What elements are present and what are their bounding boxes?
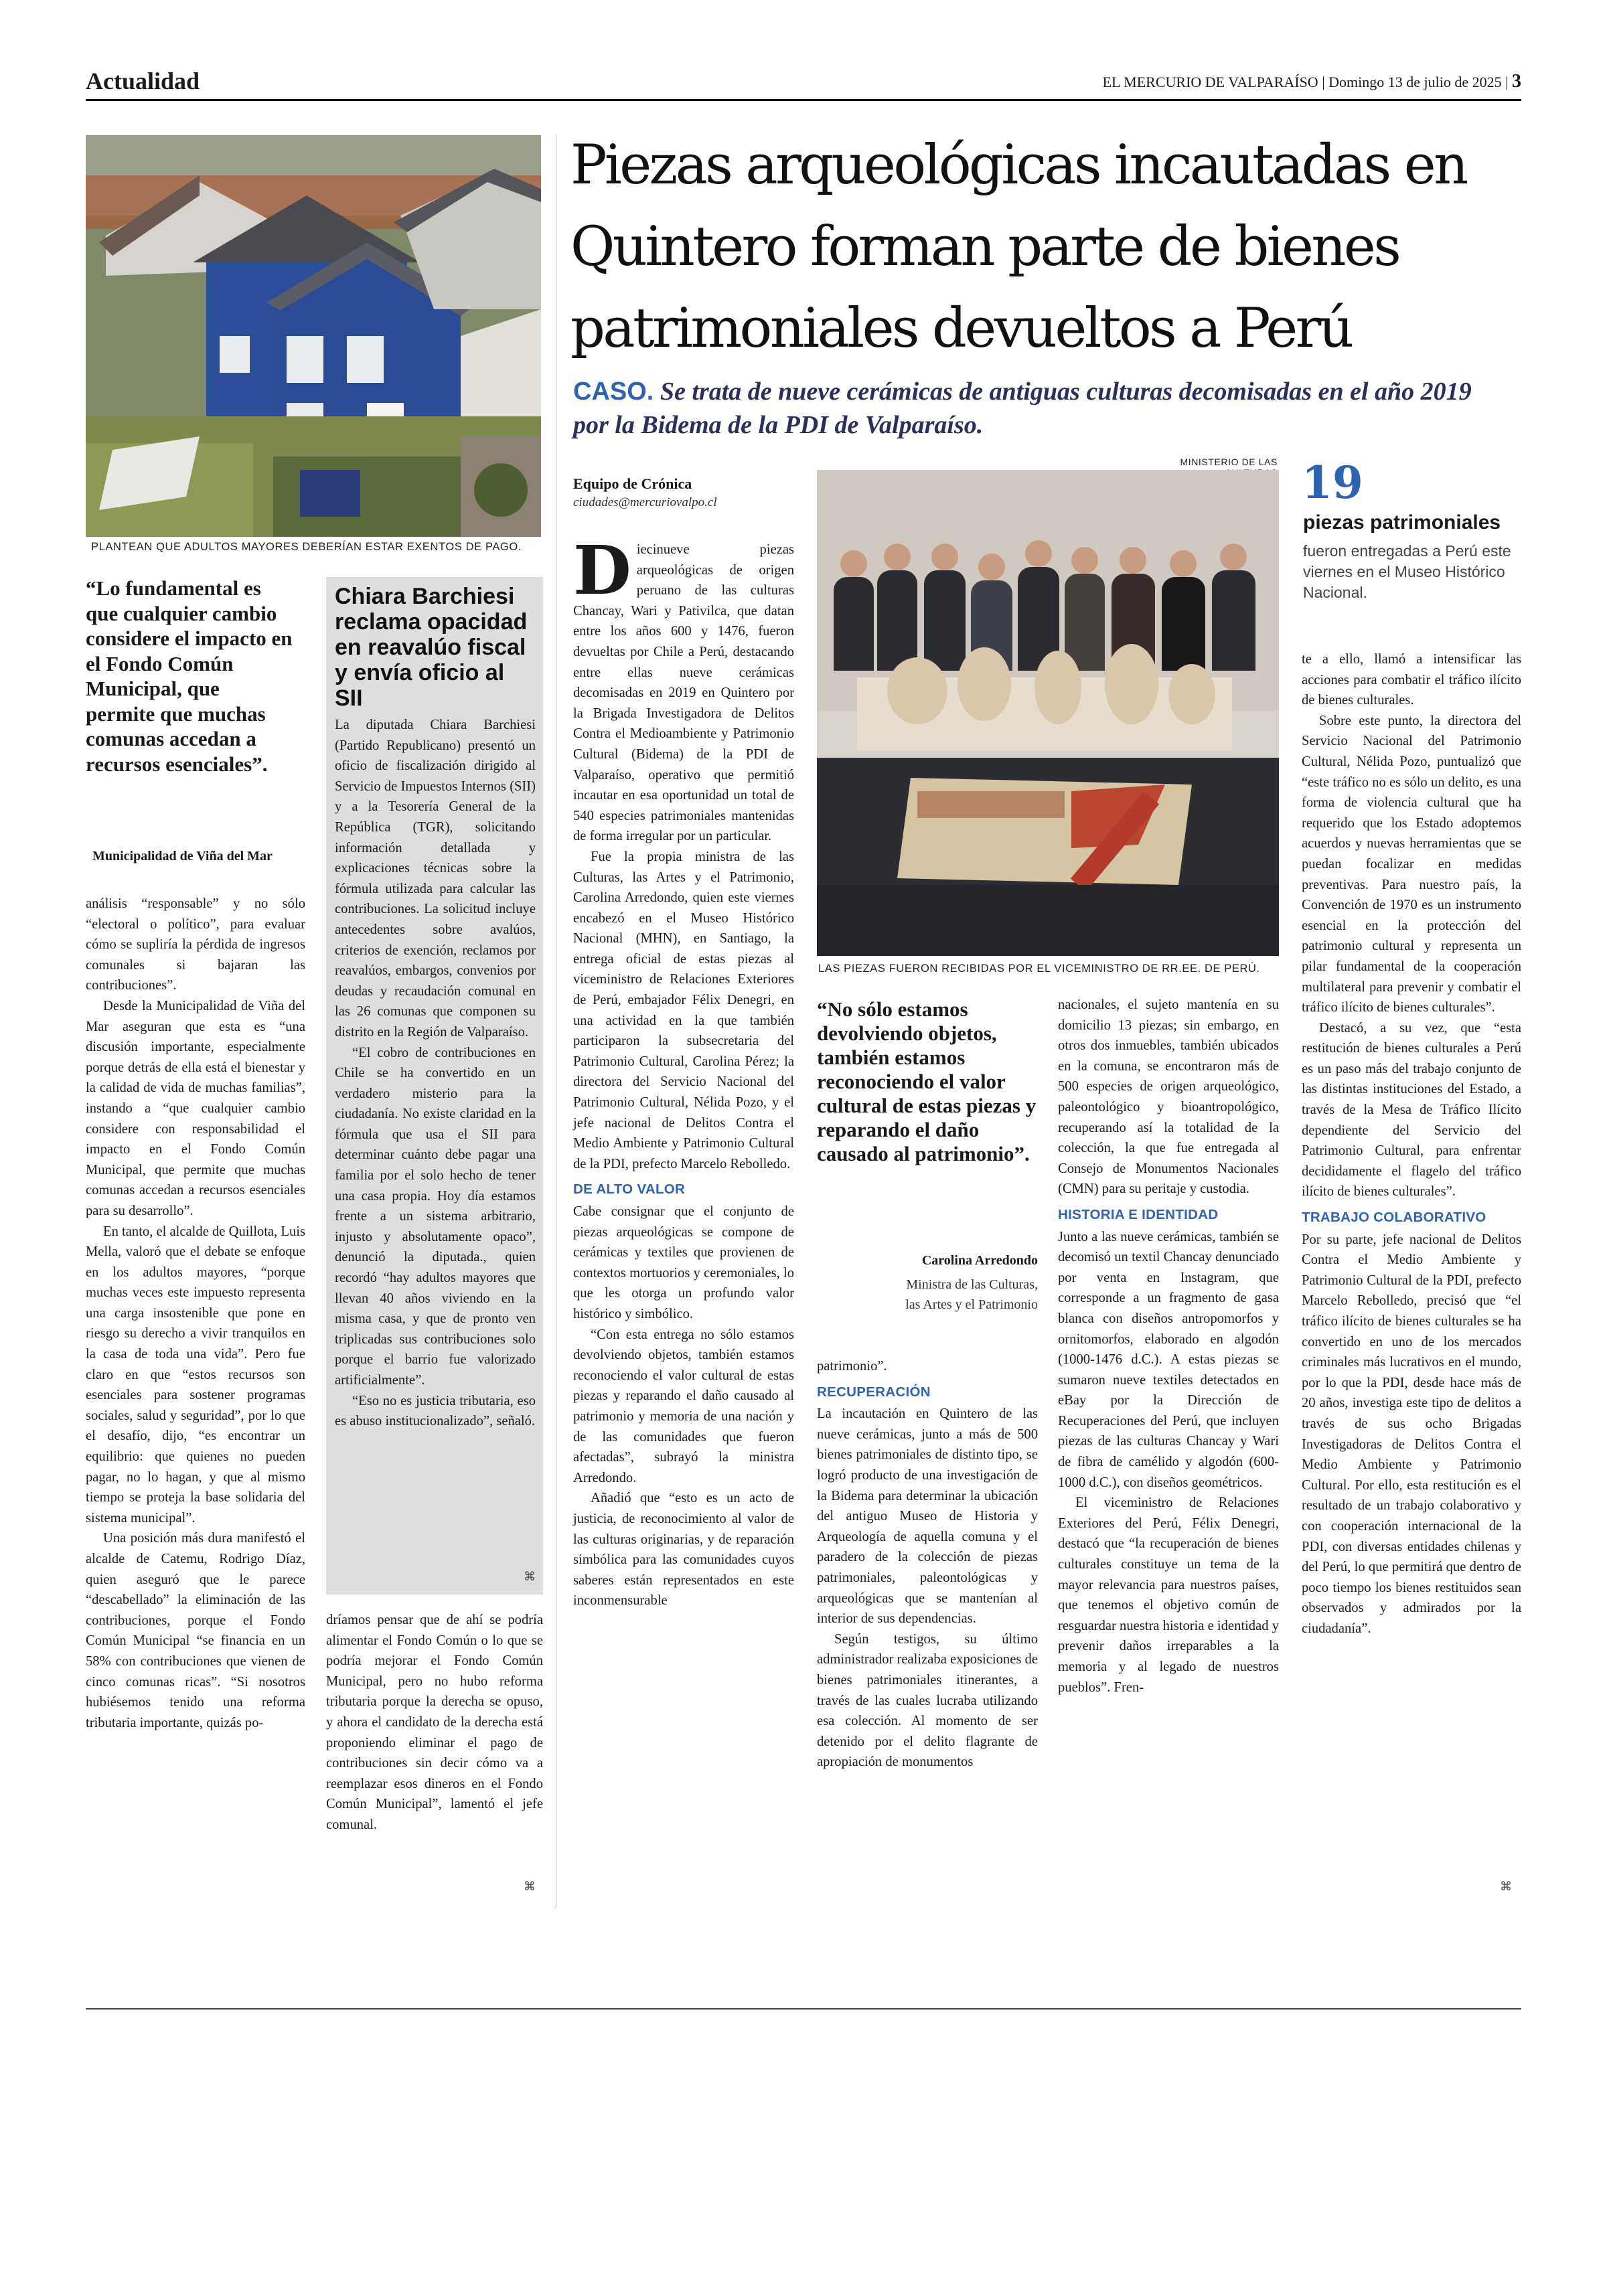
subhead: DE ALTO VALOR [573, 1181, 686, 1198]
paragraph [573, 531, 794, 847]
issue-date: Domingo 13 de julio de 2025 [1328, 74, 1502, 90]
paragraph: nacionales, el sujeto mantenía en su domicilio 13 piezas; sin embargo, en otros dos inmuebles, también ubicados en la comuna, se encontraron más de 500 especies de origen arqueológico, paleontológico y bioantropológico, recuperando así la totalidad de la colección, la que fue entregada al Consejo de Monumentos Nacionales (CMN) para su peritaje y custodia. [1058, 997, 1279, 1197]
sidebar-body [335, 715, 536, 1432]
end-mark-icon: ⌘ [524, 1880, 536, 1894]
paragraph: Por su parte, jefe nacional de Delitos Contra el Medio Ambiente y Patrimonio Cultural de la PDI, prefecto Marcelo Rebolledo, precisó que “el tráfico ilícito de bienes culturales se ha convertido en uno de los mercados criminales más lucrativos en el mundo, por lo que la PDI, desde hace más de 20 años, investiga este tipo de delitos a través de sus ocho Brigadas Investigadoras de Delitos Contra el Medio Ambiente y Patrimonio Cultural. Por ello, esta restitución es el resultado de un trabajo colaborativo y con cooperación internacional de la PDI, con diversas entidades chilenas y del Perú, lo que permitirá que dentro de poco tiempo los bienes restituidos sean observados y admirados por la ciudadanía”. [1302, 1232, 1521, 1636]
separator: | [1322, 74, 1329, 90]
houses-photo-caption: PLANTEAN QUE ADULTOS MAYORES DEBERÍAN ESTAR EXENTOS DE PAGO. [91, 541, 522, 553]
paragraph: Según testigos, su último administrador realizaba exposiciones de bienes patrimoniales itinerantes, a través de las cuales lucraba utilizando esa colección. Al momento de ser detenido por el delito flagrante de apropiación de monumentos [817, 1631, 1038, 1770]
paragraph: análisis “responsable” y no sólo “electoral o político”, para evaluar cómo se supliría la pérdida de ingresos comunales si bajaran las contribuciones”. [86, 896, 305, 993]
main-headline: Piezas arqueológicas incautadas en Quintero forman parte de bienes patrimoniales devueltos a Perú [570, 134, 1466, 360]
houses-photo [86, 135, 541, 537]
paragraph: En tanto, el alcalde de Quillota, Luis Mella, valoró que el debate se enfoque en los adultos mayores, “porque muchas veces este impuesto representa una carga insostenible que pone en riesgo su derecho a vivir tranquilos en la casa de toda una vida”. Pero fue claro en que “estos recursos son esenciales para sostener programas sociales, salud y seguridad”, por lo que el desafío, dijo, “es encontrar un equilibrio: que quienes no pueden pagar, no lo hagan, y que al mismo tiempo se proteja la base solidaria del sistema municipal”. [86, 1224, 305, 1526]
photo-credit: MINISTERIO DE LAS [1180, 457, 1278, 467]
left-article-col1 [86, 894, 305, 1733]
footer-rule [86, 2008, 1521, 2010]
paragraph: Una posición más dura manifestó el alcalde de Catemu, Rodrigo Díaz, quien aseguró que le parece “descabellado” la eliminación de las contribuciones, porque el Fondo Común Municipal “se financia en un 58% con contribuciones que vienen de cinco comunas ricas”. “Si nosotros hubiésemos tenido una reforma tributaria importante, quizás po- [86, 1531, 305, 1730]
subhead: HISTORIA E IDENTIDAD [1058, 1206, 1219, 1222]
paragraph: Fue la propia ministra de las Culturas, las Artes y el Patrimonio, Carolina Arredondo, quien este viernes encabezó en el Museo Histórico Nacional (MHN), en Santiago, la entrega oficial de estas piezas al viceministro de Relaciones Exteriores de Perú, embajador Félix Denegri, en una actividad en la que también participaron la subsecretaria del Patrimonio Cultural, Carolina Pérez; la directora del Servicio Nacional del Patrimonio Cultural, Nélida Pozo, y el jefe nacional de Delitos Contra el Medio Ambiente y Patrimonio Cultural de la PDI, prefecto Marcelo Rebolledo. [573, 849, 794, 1171]
stat-text: fueron entregadas a Perú este viernes en el Museo Histórico Nacional. [1303, 542, 1511, 601]
subhead: TRABAJO COLABORATIVO [1302, 1210, 1486, 1226]
paragraph: Cabe consignar que el conjunto de piezas arqueológicas se compone de cerámicas y textiles que provienen de contextos mortuorios y ceremoniales, lo que les otorga un profundo valor histórico y simbólico. [573, 1204, 794, 1321]
houses-illustration [86, 135, 541, 537]
stat-number: 19 [1302, 457, 1363, 509]
stat-label: piezas patrimoniales [1303, 511, 1501, 534]
byline: Equipo de Crónica [573, 475, 692, 492]
paragraph: “Con esta entrega no sólo estamos devolviendo objetos, también estamos reconociendo el valor cultural de estas piezas y reparando el daño causado al patrimonio y memoria de una nación y de las comunidades que fueron afectadas”, subrayó la ministra Arredondo. [573, 1327, 794, 1485]
left-pull-quote: “Lo fundamental es que cualquier cambio considere el impacto en el Fondo Común Municipal, que permite que muchas comunas accedan a recursos esenciales”. [86, 576, 293, 776]
header-rule [86, 99, 1521, 101]
paper-name: EL MERCURIO DE VALPARAÍSO [1102, 74, 1318, 90]
pull-quote-role [817, 1275, 1038, 1315]
pull-quote-name: Carolina Arredondo [921, 1253, 1038, 1268]
paragraph-text: iecinueve piezas arqueológicas de origen peruano de las culturas Chancay, Wari y Pativilca, que datan entre los años 600 y 1476, fueron devueltas por Chile a Perú, destacando entre ellas nueve cerámicas decomisadas en 2019 en Quintero por la Brigada Investigadora de Delitos Contra el Medioambiente y Patrimonio Cultural (Bidema) de la PDI de Valparaíso, operativo que permitió incautar en esa oportunidad un total de 540 especies patrimoniales mantenidas de forma irregular por un particular. [573, 542, 794, 844]
end-mark-icon: ⌘ [1500, 1880, 1512, 1894]
byline-email: ciudades@mercuriovalpo.cl [573, 495, 717, 509]
paragraph: Junto a las nueve cerámicas, también se decomisó un textil Chancay denunciado por venta en Instagram, que corresponde a un fragmento de gasa blanca con diseños antropomorfos y ornitomorfos, elaborado en algodón (1000-1476 d.C.). A estas piezas se sumaron nueve textiles detectados en eBay por la Dirección de Recuperaciones del Perú, que incluyen piezas de las culturas Chancay y Wari de fibra de camélido y algodón (600-1000 d.C.), con diseños geométricos. [1058, 1229, 1279, 1490]
main-pull-quote: “No sólo estamos devolviendo objetos, también estamos reconociendo el valor cultural de estas piezas y reparando el daño causado al patrimonio”. [817, 997, 1037, 1165]
end-mark-icon: ⌘ [524, 1570, 536, 1584]
deck-text: Se trata de nueve cerámicas de antiguas culturas decomisadas en el año 2019 por la Bidema de la PDI de Valparaíso. [573, 378, 1472, 439]
paragraph: te a ello, llamó a intensificar las acciones para combatir el tráfico ilícito de bienes culturales. [1302, 652, 1521, 708]
paragraph: “Eso no es justicia tributaria, eso es abuso institucionalizado”, señaló. [335, 1393, 536, 1429]
subhead: RECUPERACIÓN [817, 1384, 931, 1400]
paragraph: Sobre este punto, la directora del Servicio Nacional del Patrimonio Cultural, Nélida Pozo, puntualizó que “este tráfico no es sólo un delito, es una forma de violencia cultural que ha requerido que los Estado adoptemos acuerdos y nuevas herramientas que se puedan focalizar en medidas preventivas. Para nuestro país, la Convención de 1970 es un instrumento esencial en la protección del patrimonio cultural y representa un pilar fundamental de la cooperación multilateral para prevenir y combatir el tráfico ilícito de bienes culturales”. [1302, 713, 1521, 1015]
paragraph: dríamos pensar que de ahí se podría alimentar el Fondo Común o lo que se podría mejorar el Fondo Común Municipal, pero no hubo reforma tributaria porque la derecha se opuso, y ahora el candidato de la derecha está proponiendo eliminar el pago de contribuciones sin decir cómo va a reemplazar esos dineros en el Fondo Común Municipal”, lamentó el jefe comunal. [326, 1613, 543, 1832]
paragraph: La diputada Chiara Barchiesi (Partido Republicano) presentó un oficio de fiscalización dirigido al Servicio de Impuestos Internos (SII) y a la Tesorería General de la República (TGR), solicitando información detallada y explicaciones técnicas sobre la fórmula utilizada para calcular las contribuciones. La solicitud incluye antecedentes sobre avalúos, criterios de exención, reclamos por reavalúos, embargos, convenios por deudas y recaudación comunal en las 26 comunas que componen su distrito en la Región de Valparaíso. [335, 718, 536, 1040]
pull-quote-role-line: las Artes y el Patrimonio [905, 1297, 1038, 1312]
ceremony-illustration [817, 470, 1279, 956]
page-number: 3 [1512, 71, 1521, 92]
left-article-col2 [326, 1610, 543, 1835]
main-col1 [573, 531, 794, 1611]
drop-cap: D [573, 531, 631, 610]
main-photo [817, 470, 1279, 956]
paragraph: Destacó, a su vez, que “esta restitución de bienes culturales a Perú es un paso más del trabajo conjunto de las distintas instituciones del Estado, a través de la Mesa de Tráfico Ilícito dependiente del Servicio del Patrimonio Cultural, para enfrentar decididamente el flagelo del tráfico ilícito de bienes culturales”. [1302, 1020, 1521, 1200]
paragraph: Añadió que “esto es un acto de justicia, de reconocimiento al valor de las culturas originarias, y de reparación simbólica para las comunidades cuyos saberes están representados en este inconmensurable [573, 1491, 794, 1609]
paragraph: “El cobro de contribuciones en Chile se ha convertido en un verdadero misterio para la ciudadanía. No existe claridad en la fórmula que usa el SII para determinar cuánto debe pagar una familia por el solo hecho de tener una casa propia. Hoy día estamos frente a un sistema arbitrario, injusto y absolutamente opaco”, denunció la diputada., quien recordó “hay adultos mayores que llevan 40 años viviendo en la misma casa, y que de pronto ven triplicadas sus contribuciones solo porque el barrio fue valorizado artificialmente”. [335, 1045, 536, 1388]
main-col2 [817, 1356, 1038, 1773]
sidebar-title: Chiara Barchiesi reclama opacidad en reavalúo fiscal y envía oficio al SII [335, 584, 528, 711]
paragraph: patrimonio”. [817, 1359, 887, 1374]
separator: | [1505, 74, 1512, 90]
deck [573, 375, 1511, 442]
left-quote-source: Municipalidad de Viña del Mar [92, 849, 273, 864]
paragraph: Desde la Municipalidad de Viña del Mar aseguran que esta es “una discusión importante, especialmente porque detrás de ella está el bienestar y la calidad de vida de muchas familias”, instando a “que cualquier cambio considere con responsabilidad el impacto en el Fondo Común Municipal, que permite que muchas comunas accedan a recursos esenciales para su desarrollo”. [86, 998, 305, 1218]
section-label: Actualidad [86, 68, 200, 94]
main-col3 [1058, 995, 1279, 1698]
masthead-line [1103, 71, 1521, 92]
paragraph: La incautación en Quintero de las nueve cerámicas, junto a más de 500 bienes patrimoniales de distinto tipo, se logró producto de una investigación de la Bidema para determinar la ubicación del antiguo Museo de Historia y Arqueología de aquella comuna y el paradero de la colección de piezas patrimoniales, paleontológicas y arqueológicas que se mantenían al interior de sus dependencias. [817, 1406, 1038, 1627]
main-photo-caption: LAS PIEZAS FUERON RECIBIDAS POR EL VICEMINISTRO DE RR.EE. DE PERÚ. [818, 963, 1260, 975]
kicker: CASO. [573, 378, 654, 406]
pull-quote-role-line: Ministra de las Culturas, [906, 1277, 1038, 1292]
main-col4 [1302, 649, 1521, 1639]
paragraph: El viceministro de Relaciones Exteriores del Perú, Félix Denegri, destacó que “la recuperación de bienes culturales constituye un tema de la mayor relevancia para nuestros países, que tenemos el objetivo común de resguardar nuestra historia e identidad y prevenir daños irreparables a la memoria y al legado de nuestros pueblos”. Fren- [1058, 1495, 1279, 1695]
